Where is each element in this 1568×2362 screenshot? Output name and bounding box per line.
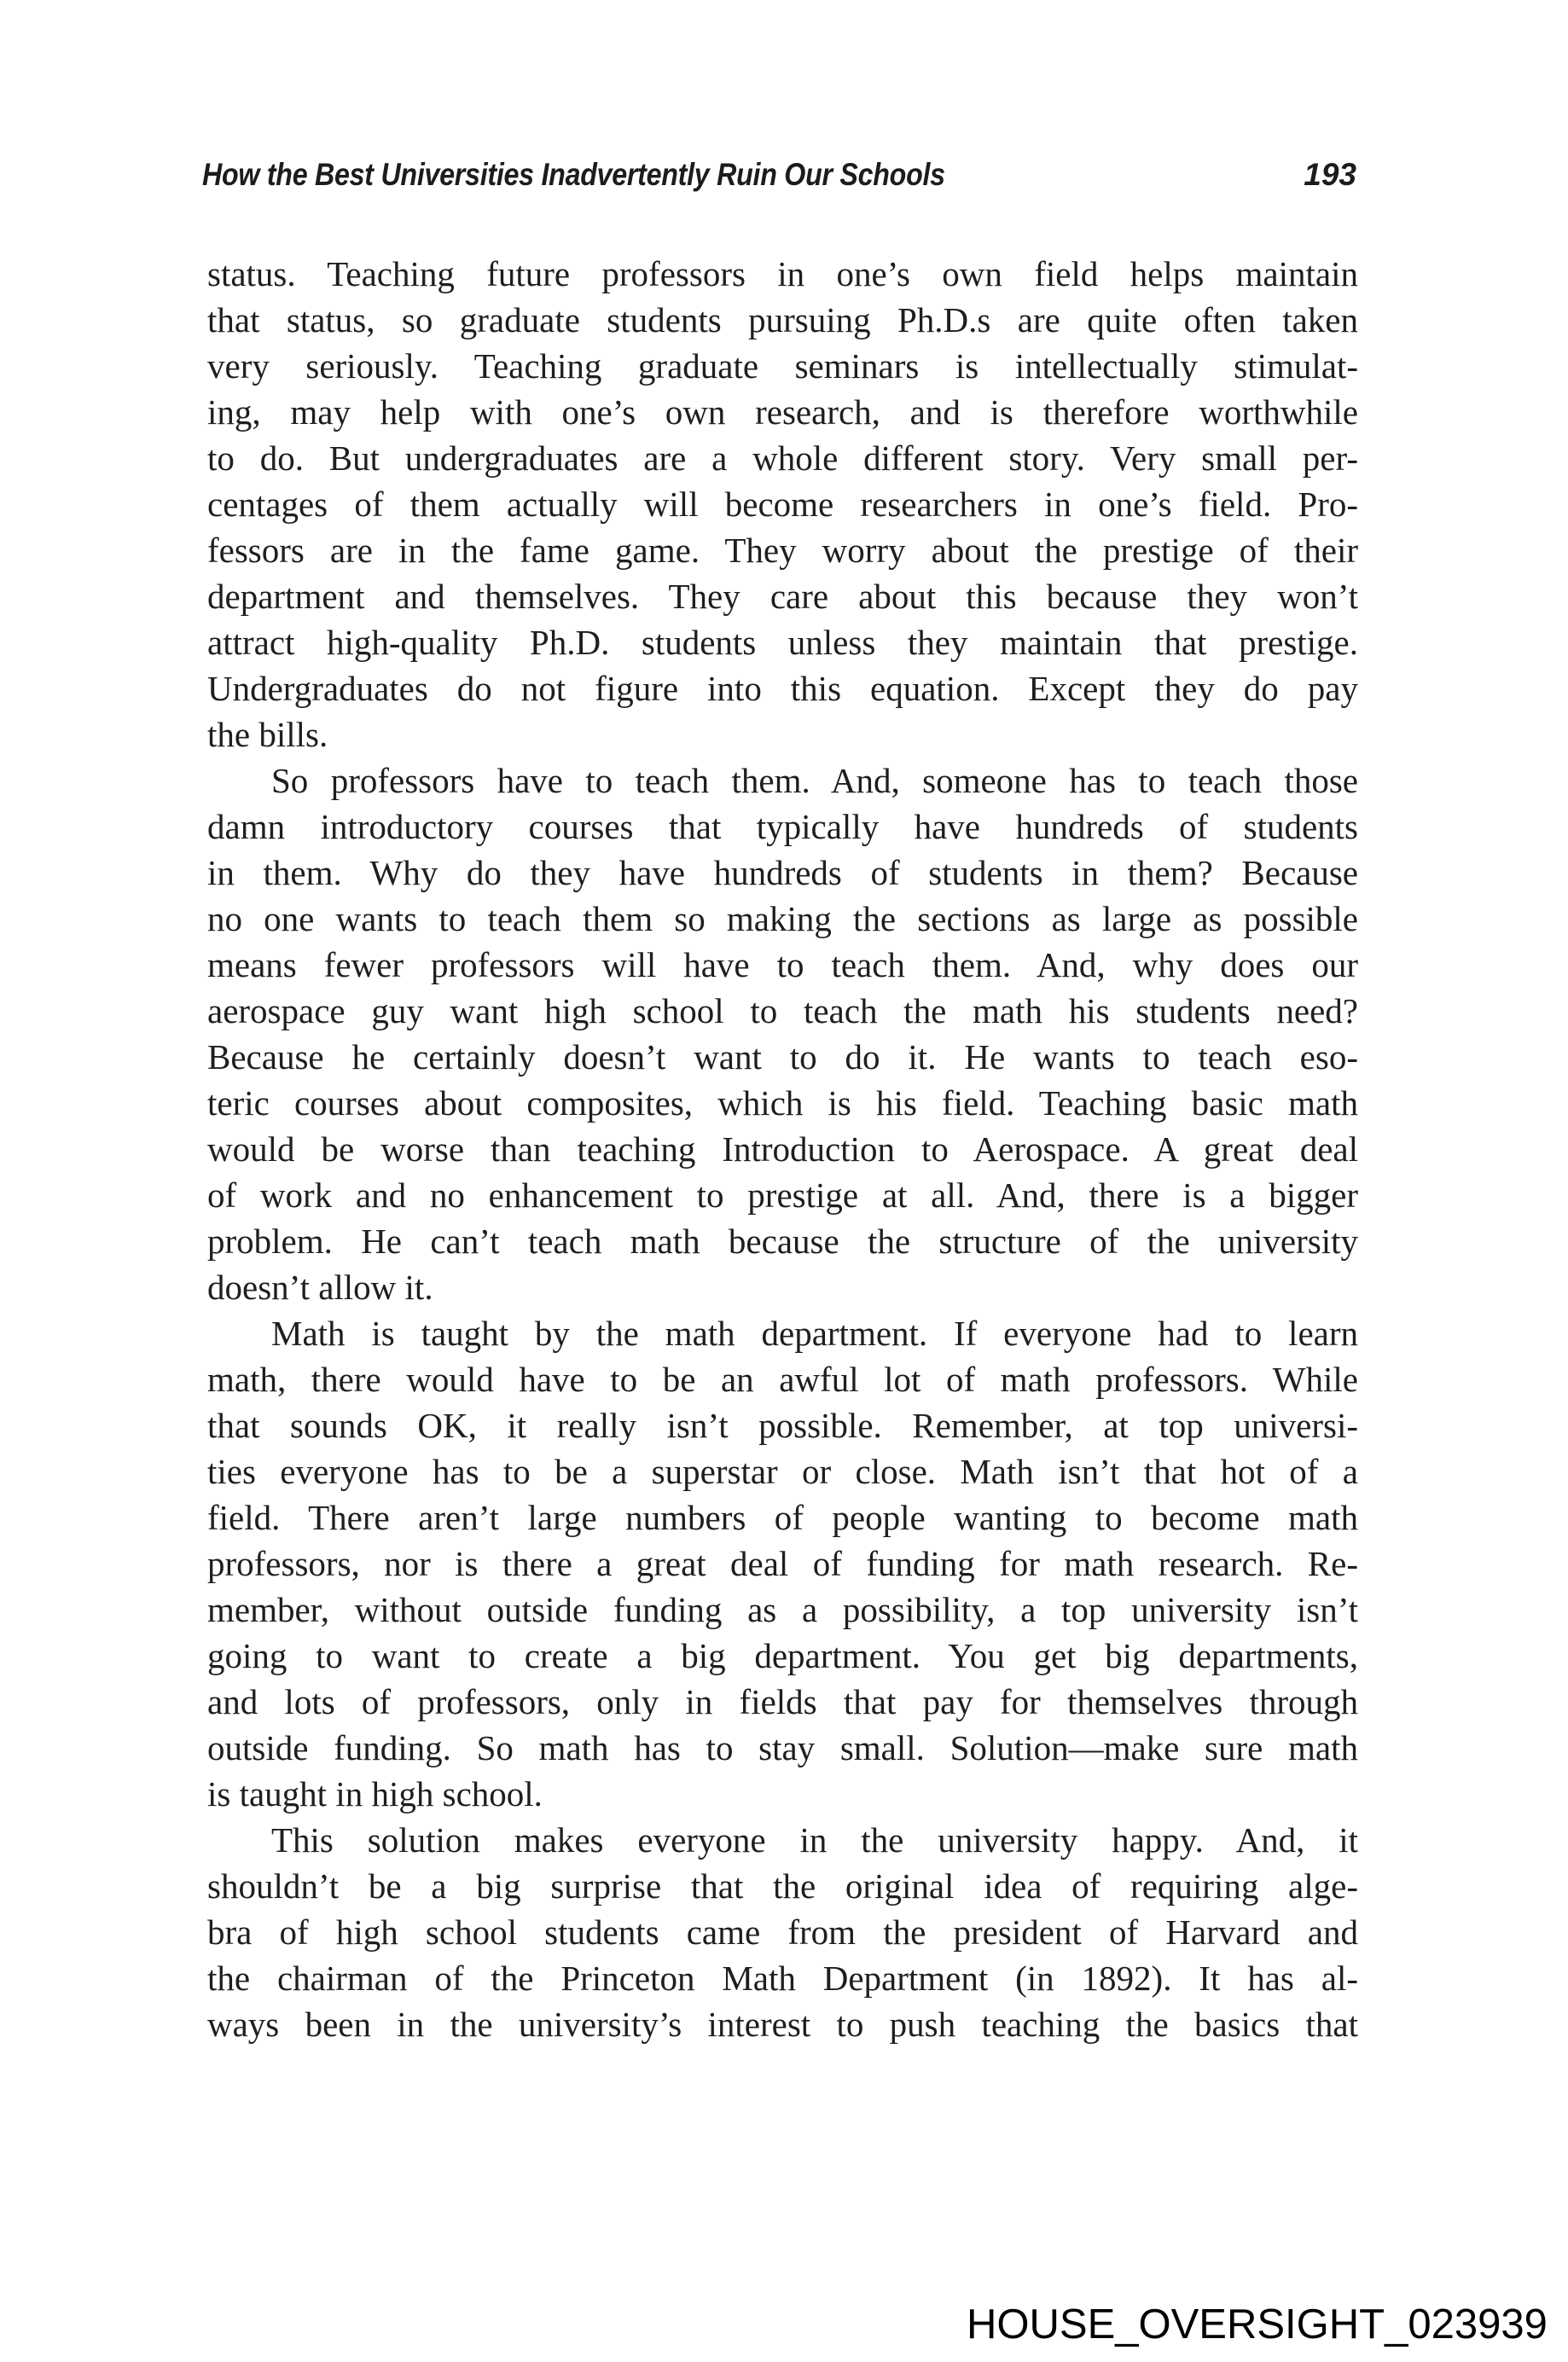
text-line: This solution makes everyone in the university happy. And, it [271, 1820, 1358, 1860]
text-line: Math is taught by the math department. If everyone had to learn [271, 1314, 1358, 1353]
text-line: Undergraduates do not figure into this equation. Except they do pay [207, 669, 1358, 708]
page-number: 193 [1304, 157, 1356, 192]
text-line: outside funding. So math has to stay small. Solution—make sure math [207, 1728, 1358, 1767]
text-line: ties everyone has to be a superstar or close. Math isn’t that hot of a [207, 1452, 1358, 1491]
text-line: the chairman of the Princeton Math Department (in 1892). It has al- [207, 1959, 1358, 1998]
text-line: of work and no enhancement to prestige at all. And, there is a bigger [207, 1175, 1358, 1215]
text-line: in them. Why do they have hundreds of students in them? Because [207, 853, 1358, 892]
text-line: member, without outside funding as a possibility, a top university isn’t [207, 1590, 1358, 1629]
text-line: Because he certainly doesn’t want to do it. He wants to teach eso- [207, 1037, 1358, 1077]
text-line: ways been in the university’s interest to push teaching the basics that [207, 2005, 1358, 2044]
text-line: the bills. [207, 715, 328, 754]
text-line: field. There aren’t large numbers of people wanting to become math [207, 1498, 1358, 1537]
text-line: professors, nor is there a great deal of funding for math research. Re- [207, 1544, 1358, 1583]
text-line: fessors are in the fame game. They worry about the prestige of their [207, 531, 1358, 570]
text-line: department and themselves. They care about this because they won’t [207, 577, 1358, 616]
text-line: no one wants to teach them so making the sections as large as possible [207, 899, 1358, 938]
text-line: centages of them actually will become researchers in one’s field. Pro- [207, 485, 1358, 524]
text-line: going to want to create a big department. You get big departments, [207, 1636, 1358, 1675]
text-line: shouldn’t be a big surprise that the original idea of requiring alge- [207, 1866, 1358, 1906]
text-line: math, there would have to be an awful lot of math professors. While [207, 1360, 1358, 1399]
text-line: is taught in high school. [207, 1774, 543, 1814]
bates-stamp: HOUSE_OVERSIGHT_023939 [967, 2301, 1548, 2347]
text-line: to do. But undergraduates are a whole different story. Very small per- [207, 438, 1358, 478]
text-line: So professors have to teach them. And, someone has to teach those [271, 761, 1358, 800]
running-head [202, 156, 1358, 194]
text-line: aerospace guy want high school to teach the math his students need? [207, 991, 1358, 1030]
text-line: ing, may help with one’s own research, and is therefore worthwhile [207, 392, 1358, 432]
text-line: means fewer professors will have to teach them. And, why does our [207, 945, 1358, 984]
text-line: doesn’t allow it. [207, 1268, 433, 1307]
text-line: would be worse than teaching Introduction to Aerospace. A great deal [207, 1129, 1358, 1169]
text-line: bra of high school students came from the president of Harvard and [207, 1912, 1358, 1952]
text-line: status. Teaching future professors in one’s own field helps maintain [207, 254, 1358, 293]
text-line: problem. He can’t teach math because the structure of the university [207, 1222, 1358, 1261]
text-line: that status, so graduate students pursuing Ph.D.s are quite often taken [207, 300, 1358, 340]
text-line: attract high-quality Ph.D. students unless they maintain that prestige. [207, 623, 1358, 662]
running-head-title: How the Best Universities Inadvertently Ruin Our Schools [202, 157, 945, 192]
text-line: and lots of professors, only in fields that pay for themselves through [207, 1682, 1358, 1721]
text-line: very seriously. Teaching graduate seminars is intellectually stimulat- [207, 346, 1358, 386]
text-line: damn introductory courses that typically have hundreds of students [207, 807, 1358, 846]
text-line: that sounds OK, it really isn’t possible. Remember, at top universi- [207, 1406, 1358, 1445]
text-line: teric courses about composites, which is his field. Teaching basic math [207, 1083, 1358, 1123]
